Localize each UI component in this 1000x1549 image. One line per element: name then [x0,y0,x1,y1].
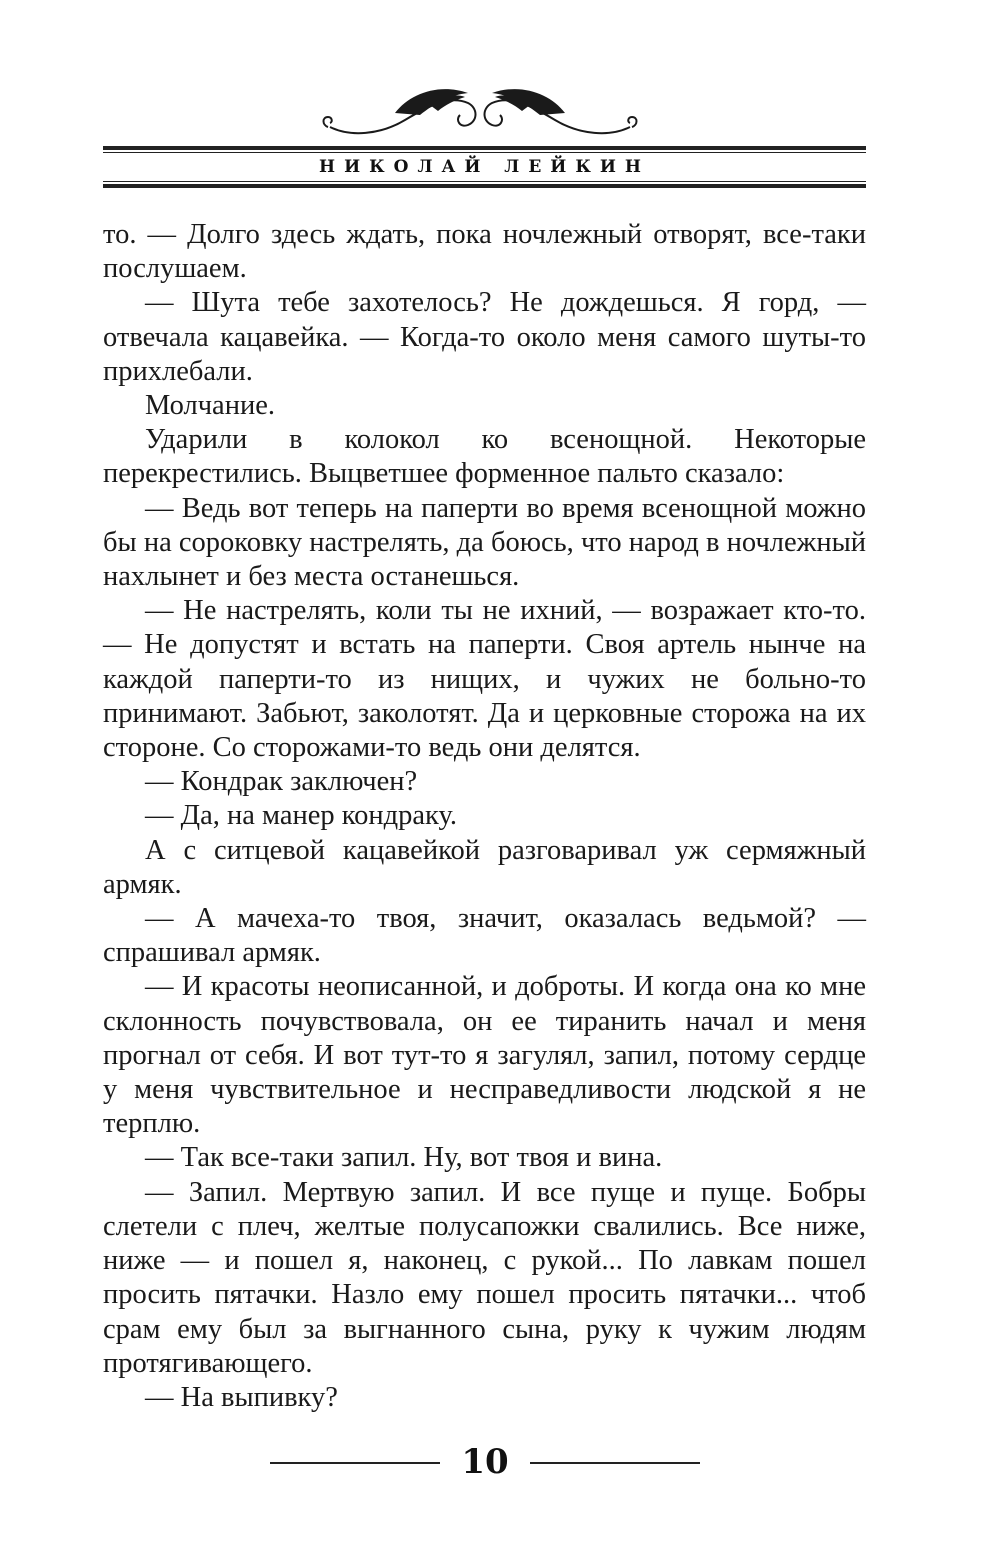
paragraph: Ударили в колокол ко всенощной. Некоторые перекрестились. Выцветшее форменное пальто сказало: [103,424,866,490]
paragraph: А с ситцевой кацавейкой разговаривал уж сермяжный армяк. [103,834,866,900]
paragraph: — Кондрак заключен? [145,766,418,798]
paragraph: Молчание. [145,390,275,422]
paragraph: — Ведь вот теперь на паперти во время всенощной можно бы на сороковку настрелять, да боюсь, что народ в ночлежный нахлынет и без места останешься. [103,492,866,593]
paragraph: то. — Долго здесь ждать, пока ночлежный отворят, все-таки послушаем. [103,219,866,285]
paragraph: — А мачеха-то твоя, значит, оказалась ведьмой? — спрашивал армяк. [103,903,866,969]
paragraph: — Так все-таки запил. Ну, вот твоя и вина. [145,1142,663,1174]
header-rule-thick [103,146,866,150]
body-text [103,218,866,1415]
paragraph: — Запил. Мертвую запил. И все пуще и пуще. Бобры слетели с плеч, желтые полусапожки свалились. Все ниже, ниже — и пошел я, наконец, с рукой... По лавкам пошел просить пятачки. Назло ему пошел просить пятачки... чтоб срам ему был за выгнанного сына, руку к чужим людям протягивающего. [103,1176,866,1379]
page-footer [270,1444,700,1480]
header-rule-thick-lower [103,184,866,188]
scroll-ornament-icon [310,75,650,147]
paragraph: — Шута тебе захотелось? Не дождешься. Я горд, — отвечала кацавейка. — Когда-то около меня самого шуты-то прихлебали. [103,287,866,387]
page-number: 10 [461,1442,509,1482]
footer-rule-left [270,1462,440,1464]
paragraph: — На выпивку? [145,1381,338,1413]
footer-rule-right [530,1462,700,1464]
paragraph: — Да, на манер кондраку. [145,800,458,832]
running-title: НИКОЛАЙ ЛЕЙКИН [319,157,650,177]
paragraph: — Не настрелять, коли ты не ихний, — возражает кто-то. — Не допустят и встать на паперти. Своя артель нынче на каждой паперти-то из нищих, и чужих не больно-то принимают. Забьют, заколотят. Да и церковные сторожа на их стороне. Со сторожами-то ведь они делятся. [103,595,866,764]
header-rule-thin-lower [103,181,866,182]
paragraph: — И красоты неописанной, и доброты. И когда она ко мне склонность почувствовала, он ее тиранить начал и меня прогнал от себя. И вот тут-то я загулял, запил, потому сердце у меня чувствительное и несправедливости людской я не терплю. [103,971,866,1140]
